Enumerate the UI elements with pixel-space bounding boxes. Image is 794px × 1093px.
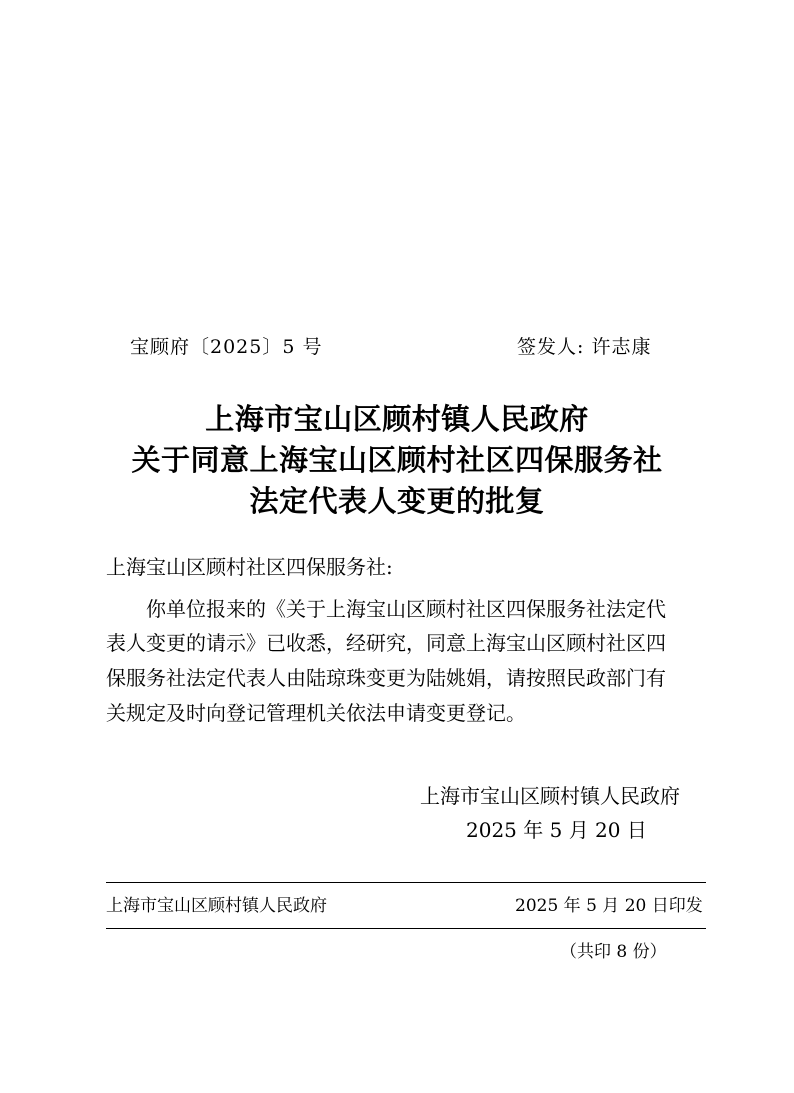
copies-count: （共印 8 份） xyxy=(560,942,667,962)
footer-bottom-rule xyxy=(106,928,706,929)
body-line-4: 关规定及时向登记管理机关依法申请变更登记。 xyxy=(106,701,526,725)
body-line-3: 保服务社法定代表人由陆琼珠变更为陆姚娟，请按照民政部门有 xyxy=(106,666,666,690)
signer-line: 签发人: 许志康 xyxy=(517,336,652,358)
document-number: 宝顾府〔2025〕5 号 xyxy=(130,336,323,358)
issue-date: 2025 年 5 月 20 日 xyxy=(466,818,647,842)
footer-top-rule xyxy=(106,882,706,883)
issuer-signature: 上海市宝山区顾村镇人民政府 xyxy=(420,784,680,808)
title-line-2: 关于同意上海宝山区顾村社区四保服务社 xyxy=(131,443,663,477)
footer-print-date: 2025 年 5 月 20 日印发 xyxy=(515,896,703,916)
title-line-1: 上海市宝山区顾村镇人民政府 xyxy=(205,402,589,436)
body-line-2: 表人变更的请示》已收悉，经研究，同意上海宝山区顾村社区四 xyxy=(106,631,666,655)
title-line-3: 法定代表人变更的批复 xyxy=(249,484,545,518)
body-line-1: 你单位报来的《关于上海宝山区顾村社区四保服务社法定代 xyxy=(146,597,666,621)
footer-issuer: 上海市宝山区顾村镇人民政府 xyxy=(106,896,327,916)
addressee: 上海宝山区顾村社区四保服务社: xyxy=(106,555,393,579)
